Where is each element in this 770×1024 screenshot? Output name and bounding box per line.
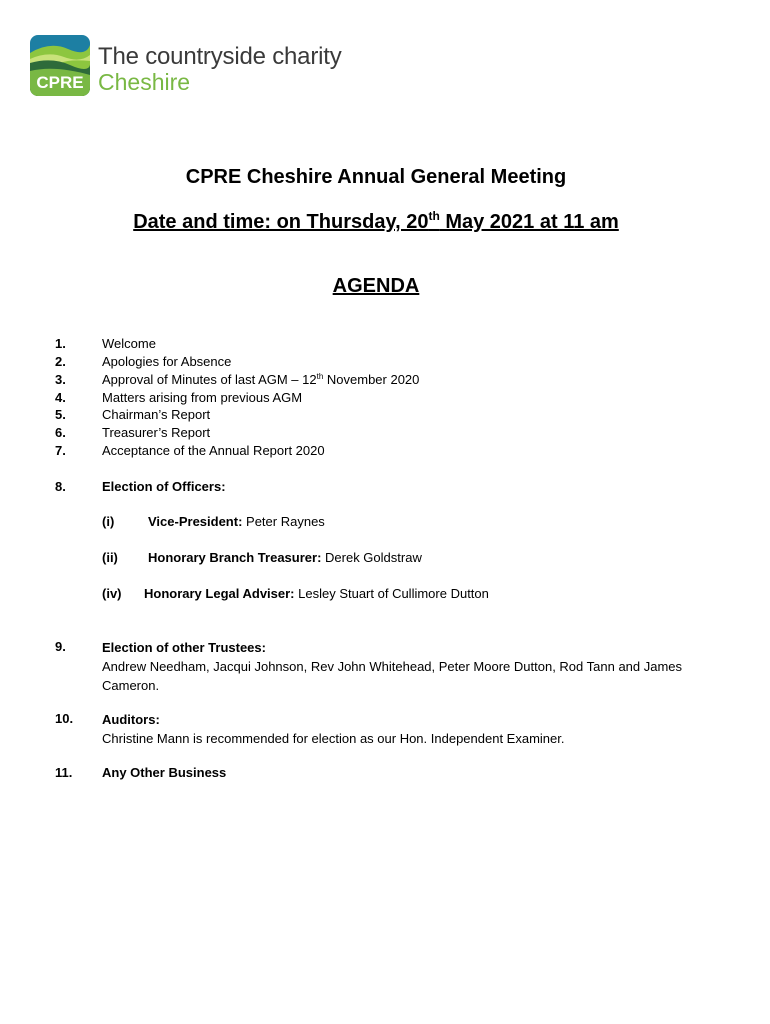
agenda-item-heading: Auditors: [102,712,160,727]
sub-item-number: (i) [102,514,115,529]
officer-name: Derek Goldstraw [321,550,422,565]
cpre-logo-mark-icon [30,35,90,96]
cpre-logo-text: CPRE [36,73,84,92]
agenda-item: Welcome [102,336,156,351]
item-number: 2. [55,354,66,369]
meeting-date-time [0,209,752,234]
item-number: 11. [55,765,73,780]
logo-region: Cheshire [98,69,191,95]
item-number: 5. [55,407,66,422]
logo-tagline: The countryside charity [98,43,342,70]
auditors-text: Christine Mann is recommended for election as our Hon. Independent Examiner. [102,731,565,746]
agenda-item [102,372,419,387]
officer-role: Honorary Branch Treasurer: [148,550,322,565]
agenda-heading: AGENDA [332,275,420,297]
agenda-item-heading: Election of Officers: [102,479,226,494]
officer-name: Lesley Stuart of Cullimore Dutton [294,586,489,601]
agenda-item: Matters arising from previous AGM [102,390,303,405]
item-number: 6. [55,425,66,440]
item-number: 9. [55,639,66,654]
sub-item-number: (iv) [102,586,122,601]
agenda-item-ordinal: th [316,372,324,381]
agenda-item: Chairman’s Report [102,407,211,422]
item-number: 3. [55,372,66,387]
officer-entry [144,586,489,601]
agenda-item-text: November 2020 [323,372,420,387]
agenda-item: Apologies for Absence [102,354,232,369]
officer-role: Vice-President: [148,514,243,529]
trustees-section [102,638,702,695]
agenda-item-heading: Election of other Trustees: [102,640,266,655]
agenda-item-text: Approval of Minutes of last AGM – 12 [102,372,317,387]
officer-role: Honorary Legal Adviser: [144,586,295,601]
cpre-logo [30,35,360,99]
auditors-section [102,710,702,748]
item-number: 8. [55,479,66,494]
item-number: 4. [55,390,66,405]
agenda-item: Treasurer’s Report [102,425,211,440]
datetime-suffix: May 2021 at 11 am [439,211,619,233]
item-number: 7. [55,443,66,458]
officer-entry [148,514,325,529]
officer-entry [148,550,422,565]
officer-name: Peter Raynes [242,514,325,529]
item-number: 10. [55,711,74,726]
agenda-item-heading: Any Other Business [102,765,227,780]
item-number: 1. [55,336,66,351]
agenda-item: Acceptance of the Annual Report 2020 [102,443,325,458]
sub-item-number: (ii) [102,550,118,565]
trustees-list: Andrew Needham, Jacqui Johnson, Rev John Whitehead, Peter Moore Dutton, Rod Tann and James Cameron. [102,659,683,693]
document-title: CPRE Cheshire Annual General Meeting [185,166,567,188]
datetime-prefix: Date and time: on Thursday, 20 [133,211,429,233]
datetime-ordinal: th [428,209,440,223]
